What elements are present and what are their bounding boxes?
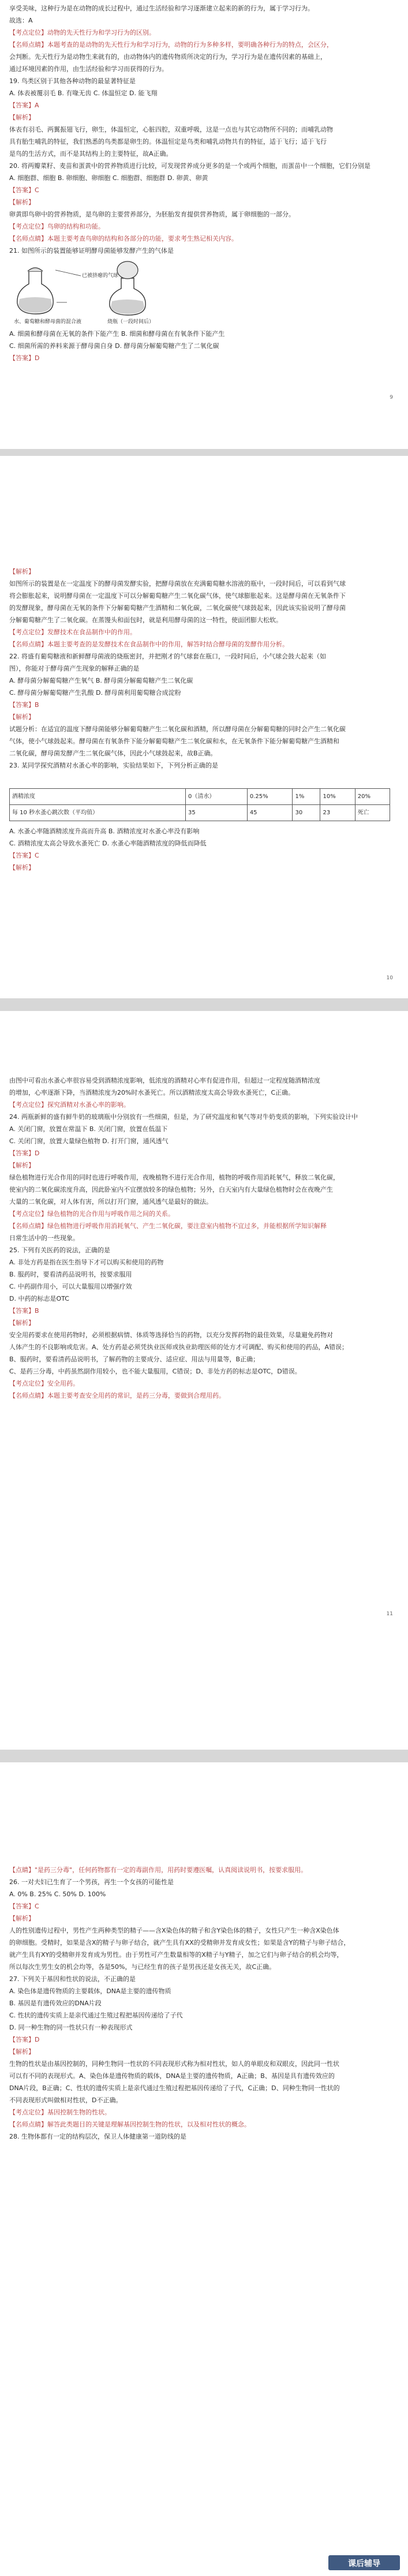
text-line: 故选：A xyxy=(9,17,33,24)
text-line: 如图所示的装置是在一定温度下的酵母菌发酵实验，把酵母菌放在充满葡萄糖水溶液的瓶中，一段时间后，可以看到气球 xyxy=(9,580,346,587)
text-line: 【考点定位】发酵技术在食品制作中的作用。 xyxy=(9,628,136,636)
text-line: 使室内的二氧化碳浓度升高，因此卧室内不宜摆放较多的绿色植物；另外，白天室内有大量绿色植物时会在夜晚产生 xyxy=(9,1186,333,1193)
table-cell: 每 10 秒水蚤心跳次数（平均值） xyxy=(10,805,186,821)
page-1-text-block-2 xyxy=(9,328,397,364)
text-line: 28. 生物体都有一定的结构层次，保卫人体健康第一道防线的是 xyxy=(9,2133,186,2140)
figure-label-right: 烧瓶（一段时间后） xyxy=(107,319,155,325)
page-2-text-block-2 xyxy=(9,825,397,874)
text-line: 【答案】D xyxy=(9,1150,40,1157)
svg-text:课后辅导: 课后辅导 xyxy=(348,2559,380,2568)
text-line: B. 基因是有遗传效应的DNA片段 xyxy=(9,2000,102,2007)
text-line: 【解析】 xyxy=(9,713,35,721)
page-separator xyxy=(0,998,408,1011)
text-line: 【答案】C xyxy=(9,852,39,859)
text-line: C、是药三分毒，中药虽然副作用较小，也不能大量服用，C错误；D、非处方药的标志是OTC，D错误。 xyxy=(9,1368,301,1375)
text-line: 【解析】 xyxy=(9,1162,35,1169)
text-line: B、服药时，要看清药品说明书，了解药物的主要成分、适应症、用法与用量等，B正确； xyxy=(9,1356,260,1363)
text-line: 26. 一对夫妇已生育了一个男孩，再生一个女孩的可能性是 xyxy=(9,1878,174,1886)
text-line: 【名师点睛】解答此类题目的关键是理解基因控制生物的性状，以及相对性状的概念。 xyxy=(9,2121,250,2128)
figure-label-mid: 已被挤瘪的气球 xyxy=(82,273,119,279)
table-cell: 0.25% xyxy=(247,789,293,805)
text-line: 【考点定位】基因控制生物的性状。 xyxy=(9,2109,111,2116)
text-line: 分解葡萄糖产生了二氧化碳。在蒸馒头和面包时，就是利用酵母菌的这一特性，使面团膨大松软。 xyxy=(9,616,282,624)
figure-label-left: 水、葡萄糖和酵母菌的混合液 xyxy=(14,319,82,325)
text-line: 的卵细胞。受精时，如果是含X的精子与卵子结合，就产生具有XX的受精卵并发育成女性；如果是含Y的精子与卵子结合， xyxy=(9,1939,350,1946)
text-line: D. 同一种生物的同一性状只有一种表现形式 xyxy=(9,2024,133,2031)
text-line: 试题分析：在适宜的温度下酵母菌能够分解葡萄糖产生二氧化碳和酒精，所以酵母菌在分解葡萄糖的同时会产生二氧化碳 xyxy=(9,725,346,733)
text-line: 23. 某同学探究酒精对水蚤心率的影响，实验结果如下，下列分析正确的是 xyxy=(9,762,218,769)
text-line: 享受美味，这种行为是在动物的成长过程中，通过生活经验和学习逐渐建立起来的新的行为，属于学习行为。 xyxy=(9,5,314,12)
text-line: A. 细胞群、细胞 B. 卵细胞、卵细胞 C. 细胞群、细胞群 D. 卵黄、卵黄 xyxy=(9,174,208,182)
watermark-logo xyxy=(328,2554,402,2571)
text-line: 【考点定位】绿色植物的光合作用与呼吸作用之间的关系。 xyxy=(9,1210,174,1218)
text-line: A. 关闭门窗，放置在常温下 B. 关闭门窗，放置在低温下 xyxy=(9,1125,168,1133)
table-row xyxy=(10,789,390,805)
text-line: 将会膨胀起来，说明酵母菌在一定温度下可以分解葡萄糖产生二氧化碳气体，使气球膨胀起来。这是酵母菌在无氧条件下 xyxy=(9,592,346,600)
page-4-text-block xyxy=(9,1864,397,2143)
text-line: 【名师点睛】本题主要考查的是发酵技术在食品制作中的作用，解答时结合酵母菌的发酵作用分析。 xyxy=(9,641,289,648)
page-separator xyxy=(0,1750,408,1762)
table-cell: 35 xyxy=(185,805,247,821)
text-line: A. 染色体是遗传物质的主要载体，DNA是主要的遗传物质 xyxy=(9,1987,171,1995)
text-line: 【答案】D xyxy=(9,354,40,362)
text-line: 【名师点睛】本题主要考查安全用药的常识，是药三分毒，要做到合理用药。 xyxy=(9,1392,225,1399)
text-line: 【答案】D xyxy=(9,2036,40,2043)
text-line: 【名师点睛】绿色植物进行呼吸作用消耗氧气、产生二氧化碳，要注意室内植物不宜过多，并能根据所学知识解释 xyxy=(9,1222,327,1230)
text-line: 图），你能对于酵母菌产生现象的解释正确的是 xyxy=(9,665,140,672)
text-line: A. 水蚤心率随酒精浓度升高而升高 B. 酒精浓度对水蚤心率没有影响 xyxy=(9,828,200,835)
text-line: 【解析】 xyxy=(9,864,35,871)
text-line: 是鸟的生活方式，而不是其结构上的主要特征，故A正确。 xyxy=(9,150,173,158)
experiment-table-wrap xyxy=(9,786,397,823)
text-line: 【点睛】"是药三分毒"，任何药物都有一定的毒副作用，用药时要遵医嘱，认真阅读说明书，按要求服用。 xyxy=(9,1866,308,1874)
table-cell: 10% xyxy=(320,789,355,805)
text-line: A. 细菌和酵母菌在无氧的条件下能产生 B. 细菌和酵母菌在有氧条件下能产生 xyxy=(9,330,225,338)
text-line: C. 关闭门窗，放置大量绿色植物 D. 打开门窗，通风透气 xyxy=(9,1137,169,1145)
text-line: 就产生具有XY的受精卵并发育成为男性。由于男性可产生数量相等的X精子与Y精子，加之它们与卵子结合的机会均等， xyxy=(9,1951,343,1959)
text-line: 日常生活中的一些现象。 xyxy=(9,1234,79,1242)
table-cell: 0（清水） xyxy=(185,789,247,805)
document-page-4 xyxy=(0,1762,408,2576)
text-line: 【解析】 xyxy=(9,1915,35,1922)
text-line: 气体，使小气球鼓起来。酵母菌在有氧条件下能分解葡萄糖产生二氧化碳和水，在无氧条件下能分解葡萄糖产生酒精和 xyxy=(9,737,339,745)
alcohol-heartrate-table xyxy=(9,788,390,821)
text-line: 20. 将两瓣菜籽、麦苗和蛋黄中的营养物质进行比较，可发现营养成分更多的是一个或两个细胞，而蛋苗中一个细胞，它们分别是 xyxy=(9,162,370,170)
table-cell: 30 xyxy=(293,805,320,821)
text-line: 会判断。先天性行为是动物生来就有的，由动物体内的遗传物质所决定的行为，学习行为是在遗传因素的基础上， xyxy=(9,53,327,61)
text-line: A. 体表被覆羽毛 B. 有喙无齿 C. 体温恒定 D. 能飞翔 xyxy=(9,89,158,97)
page-number: 11 xyxy=(386,1611,393,1617)
page-1-text-block xyxy=(9,2,397,257)
text-line: 27. 下列关于基因和性状的说法，不正确的是 xyxy=(9,1975,136,1983)
text-line: C. 酵母菌分解葡萄糖产生乳酸 D. 酵母菌利用葡萄糖合成淀粉 xyxy=(9,689,181,697)
text-line: 【解析】 xyxy=(9,1319,35,1327)
document-page-3 xyxy=(0,1011,408,1750)
text-line: 24. 两瓶新鲜的盛有鲜牛奶的玻璃瓶中分别放有一些细菌，但是，为了研究温度和氧气等对牛奶变质的影响，下列实验设计中 xyxy=(9,1113,358,1121)
text-line: C. 细菌所需的养料来源于酵母菌自身 D. 酵母菌分解葡萄糖产生了二氧化碳 xyxy=(9,342,219,350)
text-line: 可以有不同的表现形式。A、染色体是遗传物质的载体，DNA是主要的遗传物质，A正确；B、基因是具有遗传效应的 xyxy=(9,2072,335,2080)
table-cell: 20% xyxy=(355,789,390,805)
text-line: 大量的二氧化碳，对人体有害，所以打开门窗，通风透气是最好的做法。 xyxy=(9,1198,212,1205)
watermark-icon xyxy=(328,2554,402,2571)
text-line: DNA片段，B正确；C、性状的遗传实质上是亲代通过生殖过程把基因传递给了子代，C正确；D、同种生物同一性状的 xyxy=(9,2084,340,2092)
text-line: 【考点定位】安全用药。 xyxy=(9,1380,79,1387)
document-page-2 xyxy=(0,456,408,998)
text-line: 【答案】B xyxy=(9,701,39,709)
document-page-1 xyxy=(0,0,408,449)
page-number: 10 xyxy=(386,975,393,981)
text-line: 通过环境因素的作用，由生活经验和学习而获得的行为。 xyxy=(9,65,168,73)
text-line: 的增加，心率逐渐下降，当酒精浓度为20%时水蚤死亡。所以酒精浓度太高会导致水蚤死亡，C正确。 xyxy=(9,1089,295,1096)
text-line: D. 中药的标志是OTC xyxy=(9,1295,69,1302)
text-line: 二氧化碳，酵母菌发酵产生二氧化碳气体，因此小气球鼓起来，故B正确。 xyxy=(9,750,217,757)
text-line: A. 0% B. 25% C. 50% D. 100% xyxy=(9,1890,106,1898)
text-line: 【名师点睛】本题考查的是动物的先天性行为和学习行为，动物的行为多种多样，要明确各种行为的特点，会区分， xyxy=(9,41,333,48)
table-cell: 死亡 xyxy=(355,805,390,821)
text-line: A. 非处方药是指在医生指导下才可以购买和使用的药物 xyxy=(9,1259,164,1266)
table-cell: 酒精浓度 xyxy=(10,789,186,805)
text-line: 【考点定位】探究酒精对水蚤心率的影响。 xyxy=(9,1101,130,1109)
text-line: 生物的性状是由基因控制的，同种生物同一性状的不同表现形式称为相对性状，如人的单眼皮和双眼皮，因此同一性状 xyxy=(9,2060,339,2068)
page-3-text-block xyxy=(9,1074,397,1402)
text-line: 21. 如图所示的装置能够证明酵母菌能够发酵产生的气体是 xyxy=(9,247,174,254)
text-line: 具有胎生哺乳的特征，我们熟悉的鸟类都是卵生的。体温恒定是鸟类和哺乳动物共有的特征，适于飞行；适于飞行 xyxy=(9,138,327,145)
text-line: 体表有羽毛、两翼振翅飞行，卵生，体温恒定，心脏四腔，双重呼吸，这是一点也与其它动物所不同的；而哺乳动物 xyxy=(9,126,333,133)
text-line: 19. 鸟类区别于其他各种动物的最显著特征是 xyxy=(9,77,136,85)
text-line: 【名师点睛】本题主要考查鸟卵的结构和各部分的功能，要求考生熟记相关内容。 xyxy=(9,235,238,242)
text-line: 所以每次生男生女的机会均等，各是50%，与已经生育的孩子是男孩还是女孩无关，故C正确。 xyxy=(9,1963,276,1971)
table-cell: 23 xyxy=(320,805,355,821)
table-cell: 45 xyxy=(247,805,293,821)
text-line: 卵黄即鸟卵中的营养物质，是鸟卵的主要营养部分，为胚胎发育提供营养物质，属于卵细胞的一部分。 xyxy=(9,211,295,218)
text-line: 由图中可看出水蚤心率很容易受到酒精浓度影响，低浓度的酒精对心率有促进作用，但超过一定程度随酒精浓度 xyxy=(9,1077,320,1084)
text-line: 【考点定位】鸟卵的结构和功能。 xyxy=(9,223,104,230)
text-line: C. 酒精浓度太高会导致水蚤死亡 D. 水蚤心率随酒精浓度的降低而降低 xyxy=(9,840,207,847)
text-line: 【解析】 xyxy=(9,199,35,206)
text-line: 的发酵现象，酵母菌在无氧的条件下分解葡萄糖产生酒精和二氧化碳，二氧化碳使气球鼓起来，因此该实验说明了酵母菌 xyxy=(9,604,346,612)
page-number: 9 xyxy=(390,395,393,400)
text-line: B. 服药时，要看清药品说明书，按要求服用 xyxy=(9,1271,132,1278)
fermentation-apparatus-figure xyxy=(12,261,179,316)
table-row xyxy=(10,805,390,821)
fermentation-figure xyxy=(9,259,397,325)
text-line: 绿色植物进行光合作用的同时也进行呼吸作用，夜晚植物不进行光合作用，植物的呼吸作用消耗氧气，释放二氧化碳， xyxy=(9,1174,339,1181)
text-line: 不同表现形式叫做相对性状，D不正确。 xyxy=(9,2096,122,2104)
text-line: 【解析】 xyxy=(9,2048,35,2055)
text-line: 【解析】 xyxy=(9,114,35,121)
page-separator xyxy=(0,449,408,456)
table-cell: 1% xyxy=(293,789,320,805)
text-line: 【答案】C xyxy=(9,1903,39,1910)
text-line: 人体产生的不良影响或危害。A、处方药是必须凭执业医师或执业助理医师的处方才可调配、购买和使用的药品，A错误； xyxy=(9,1343,349,1351)
text-line: 人的性别遗传过程中，男性产生两种类型的精子——含X染色体的精子和含Y染色体的精子，女性只产生一种含X染色体 xyxy=(9,1927,339,1934)
text-line: 【答案】B xyxy=(9,1307,39,1315)
text-line: 【答案】A xyxy=(9,102,39,109)
text-line: 安全用药要求在使用药物时，必须根据病情、体质等选择恰当的药物，以充分发挥药物的最佳效果，尽量避免药物对 xyxy=(9,1331,333,1339)
text-line: A. 酵母菌分解葡萄糖产生氧气 B. 酵母菌分解葡萄糖产生二氧化碳 xyxy=(9,677,193,684)
text-line: 【答案】C xyxy=(9,186,39,194)
text-line: 【考点定位】动物的先天性行为和学习行为的区别。 xyxy=(9,29,155,36)
text-line: 25. 下列有关医药的说法，正确的是 xyxy=(9,1246,110,1254)
text-line: C. 中药副作用小，可以大量服用以增强疗效 xyxy=(9,1283,132,1290)
text-line: 【解析】 xyxy=(9,568,35,575)
text-line: C. 性状的遗传实质上是亲代通过生殖过程把基因传递给了子代 xyxy=(9,2012,183,2019)
text-line: 22. 将盛有葡萄糖液和新鲜酵母菌液的烧瓶密封，并把刚才的气球套在瓶口，一段时间后，小气球会鼓大起来（如 xyxy=(9,653,326,660)
page-2-text-block xyxy=(9,566,397,772)
